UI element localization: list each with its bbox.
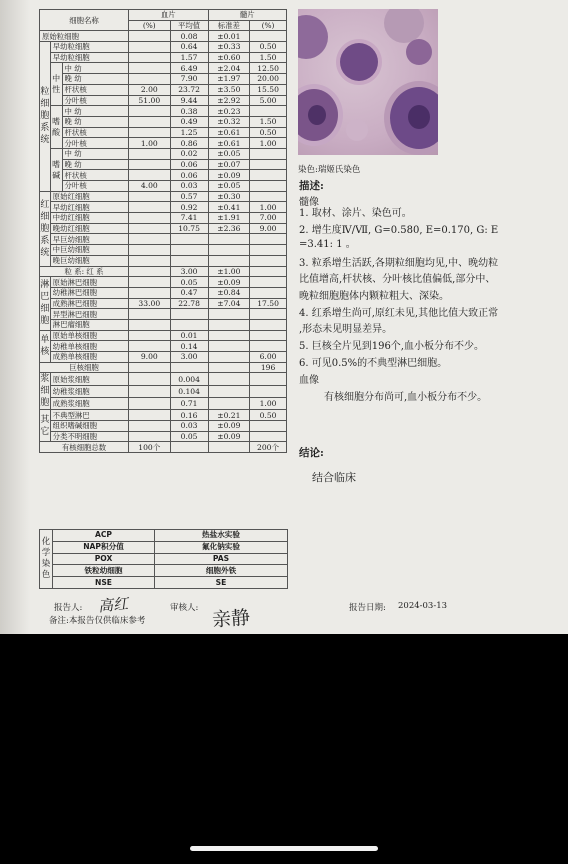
group-label: 中性 bbox=[50, 63, 62, 106]
normal-mean: 7.90 bbox=[170, 74, 208, 85]
blood-pct bbox=[129, 170, 171, 181]
desc-line: 4. 红系增生尚可,原红未见,其他比值大致正常 bbox=[299, 308, 499, 319]
normal-sd: ±0.33 bbox=[208, 42, 250, 53]
table-row bbox=[40, 277, 287, 288]
normal-mean: 0.57 bbox=[170, 191, 208, 202]
blood-pct bbox=[129, 362, 171, 373]
normal-sd bbox=[208, 245, 250, 256]
table-row bbox=[40, 127, 287, 138]
marrow-pct: 20.00 bbox=[250, 74, 287, 85]
blood-pct bbox=[129, 234, 171, 245]
table-row bbox=[40, 341, 287, 352]
cell-name: 原始单核细胞 bbox=[50, 330, 128, 341]
normal-mean: 23.72 bbox=[170, 84, 208, 95]
normal-sd: ±0.07 bbox=[208, 159, 250, 170]
normal-mean: 0.104 bbox=[170, 385, 208, 397]
chem-row bbox=[40, 565, 288, 577]
chemical-stain-table bbox=[39, 529, 288, 589]
desc-line: 1. 取材、涂片、染色可。 bbox=[299, 208, 412, 219]
cell-name: 原始浆细胞 bbox=[50, 373, 128, 385]
desc-line: 3. 粒系增生活跃,各期粒细胞均见,中、晚幼粒 bbox=[299, 258, 499, 269]
marrow-pct bbox=[250, 421, 287, 432]
cell-name: 淋巴瘤细胞 bbox=[50, 319, 128, 330]
desc-line: ,形态未见明显差异。 bbox=[299, 324, 393, 335]
group-label: 嗜碱 bbox=[50, 148, 62, 191]
chem-row bbox=[40, 541, 288, 553]
chem-row bbox=[40, 530, 288, 542]
normal-mean: 3.00 bbox=[170, 266, 208, 277]
normal-mean bbox=[170, 255, 208, 266]
group-label: 单核 bbox=[40, 330, 51, 362]
description-title: 描述: bbox=[299, 180, 324, 192]
marrow-pct: 0.50 bbox=[250, 42, 287, 53]
cell-name: 晚 幼 bbox=[62, 116, 129, 127]
marrow-pct bbox=[250, 341, 287, 352]
chem-test-name: SE bbox=[155, 577, 288, 589]
table-row bbox=[40, 42, 287, 53]
blood-pct: 2.00 bbox=[129, 84, 171, 95]
chem-test-name: NSE bbox=[53, 577, 155, 589]
marrow-pct bbox=[250, 181, 287, 192]
normal-sd: ±0.30 bbox=[208, 191, 250, 202]
cell-name: 有核细胞总数 bbox=[40, 442, 129, 453]
blood-pct bbox=[129, 148, 171, 159]
marrow-pct: 0.50 bbox=[250, 410, 287, 421]
col-header-pct: (%) bbox=[129, 20, 171, 31]
desc-line: 2. 增生度Ⅳ/Ⅶ, G=0.580, E=0.170, G: E bbox=[299, 225, 499, 236]
normal-mean: 0.38 bbox=[170, 106, 208, 117]
desc-line: 5. 巨核全片见到196个,血小板分布不少。 bbox=[299, 341, 484, 352]
blood-pct bbox=[129, 106, 171, 117]
blood-pct bbox=[129, 159, 171, 170]
marrow-pct: 1.50 bbox=[250, 52, 287, 63]
normal-sd: ±3.50 bbox=[208, 84, 250, 95]
normal-sd bbox=[208, 385, 250, 397]
marrow-pct: 6.00 bbox=[250, 352, 287, 363]
normal-sd: ±1.91 bbox=[208, 213, 250, 224]
chem-row bbox=[40, 553, 288, 565]
blood-pct bbox=[129, 116, 171, 127]
table-row bbox=[40, 95, 287, 106]
normal-mean bbox=[170, 319, 208, 330]
cell-name: 幼稚淋巴细胞 bbox=[50, 287, 128, 298]
table-row bbox=[40, 362, 287, 373]
report-date: 2024-03-13 bbox=[398, 601, 448, 611]
table-row bbox=[40, 234, 287, 245]
normal-mean bbox=[170, 309, 208, 320]
blood-pct: 51.00 bbox=[129, 95, 171, 106]
normal-mean: 0.14 bbox=[170, 341, 208, 352]
chem-test-name: 热盐水实验 bbox=[155, 530, 288, 542]
cell-name: 中巨幼细胞 bbox=[50, 245, 128, 256]
table-row bbox=[40, 442, 287, 453]
cell-name: 中 幼 bbox=[62, 63, 129, 74]
normal-mean: 0.004 bbox=[170, 373, 208, 385]
blood-pct bbox=[129, 341, 171, 352]
table-row bbox=[40, 309, 287, 320]
cell-name: 中幼红细胞 bbox=[50, 213, 128, 224]
blood-pct: 1.00 bbox=[129, 138, 171, 149]
cell-name: 杆状核 bbox=[62, 170, 129, 181]
blood-pct bbox=[129, 277, 171, 288]
normal-mean: 0.03 bbox=[170, 421, 208, 432]
blood-pct bbox=[129, 202, 171, 213]
table-row bbox=[40, 431, 287, 442]
normal-sd: ±0.41 bbox=[208, 202, 250, 213]
chem-test-name: PAS bbox=[155, 553, 288, 565]
normal-sd bbox=[208, 341, 250, 352]
normal-sd: ±2.92 bbox=[208, 95, 250, 106]
marrow-pct: 196 bbox=[250, 362, 287, 373]
normal-sd: ±7.04 bbox=[208, 298, 250, 309]
table-row bbox=[40, 287, 287, 298]
normal-mean: 0.71 bbox=[170, 398, 208, 410]
normal-mean: 0.08 bbox=[170, 31, 208, 42]
cell-name: 原始淋巴细胞 bbox=[50, 277, 128, 288]
blood-pct: 9.00 bbox=[129, 352, 171, 363]
table-row bbox=[40, 84, 287, 95]
marrow-pct: 1.00 bbox=[250, 398, 287, 410]
marrow-pct: 1.50 bbox=[250, 116, 287, 127]
normal-mean: 22.78 bbox=[170, 298, 208, 309]
table-row bbox=[40, 421, 287, 432]
blood-pct bbox=[129, 255, 171, 266]
cell-name: 成熟单核细胞 bbox=[50, 352, 128, 363]
marrow-pct: 1.00 bbox=[250, 202, 287, 213]
cell-name: 早巨幼细胞 bbox=[50, 234, 128, 245]
marrow-pct: 17.50 bbox=[250, 298, 287, 309]
marrow-pct bbox=[250, 191, 287, 202]
blood-pct bbox=[129, 74, 171, 85]
normal-sd: ±0.84 bbox=[208, 287, 250, 298]
normal-sd: ±0.05 bbox=[208, 148, 250, 159]
cell-name: 杆状核 bbox=[62, 84, 129, 95]
table-row bbox=[40, 330, 287, 341]
normal-mean: 0.06 bbox=[170, 170, 208, 181]
cell-name: 晚 幼 bbox=[62, 74, 129, 85]
blood-pct bbox=[129, 431, 171, 442]
normal-sd: ±2.36 bbox=[208, 223, 250, 234]
table-row bbox=[40, 266, 287, 277]
normal-mean: 0.05 bbox=[170, 277, 208, 288]
normal-mean bbox=[170, 245, 208, 256]
blood-pct bbox=[129, 287, 171, 298]
marrow-pct bbox=[250, 234, 287, 245]
marrow-pct: 7.00 bbox=[250, 213, 287, 224]
blood-pct bbox=[129, 266, 171, 277]
chem-test-name: POX bbox=[53, 553, 155, 565]
blood-pct bbox=[129, 191, 171, 202]
marrow-pct bbox=[250, 385, 287, 397]
marrow-pct bbox=[250, 31, 287, 42]
marrow-pct: 200个 bbox=[250, 442, 287, 453]
cell-name: 杆状核 bbox=[62, 127, 129, 138]
cell-name: 成熟浆细胞 bbox=[50, 398, 128, 410]
normal-sd bbox=[208, 319, 250, 330]
normal-mean: 3.00 bbox=[170, 352, 208, 363]
blood-pct bbox=[129, 330, 171, 341]
marrow-pct bbox=[250, 277, 287, 288]
group-label: 粒细胞系统 bbox=[40, 42, 51, 192]
group-label: 红细胞系统 bbox=[40, 191, 51, 266]
marrow-pct: 0.50 bbox=[250, 127, 287, 138]
normal-sd: ±0.05 bbox=[208, 181, 250, 192]
blood-pct bbox=[129, 223, 171, 234]
chem-test-name: ACP bbox=[53, 530, 155, 542]
marrow-pct bbox=[250, 159, 287, 170]
cell-name: 分类不明细胞 bbox=[50, 431, 128, 442]
conclusion-title: 结论: bbox=[299, 447, 324, 459]
col-header-blood: 血片 bbox=[129, 10, 209, 21]
blood-subtitle: 血像 bbox=[299, 375, 319, 386]
table-row bbox=[40, 398, 287, 410]
table-row bbox=[40, 138, 287, 149]
cell-name: 原始红细胞 bbox=[50, 191, 128, 202]
cell-name: 早幼粒细胞 bbox=[50, 52, 128, 63]
conclusion-text: 结合临床 bbox=[312, 471, 356, 484]
blood-pct: 33.00 bbox=[129, 298, 171, 309]
normal-mean: 1.25 bbox=[170, 127, 208, 138]
normal-sd bbox=[208, 442, 250, 453]
table-row bbox=[40, 63, 287, 74]
normal-mean: 1.57 bbox=[170, 52, 208, 63]
col-header-mean: 平均值 bbox=[170, 20, 208, 31]
table-row bbox=[40, 116, 287, 127]
normal-mean: 0.03 bbox=[170, 181, 208, 192]
normal-mean: 0.92 bbox=[170, 202, 208, 213]
reviewer-signature: 亲静 bbox=[211, 606, 251, 632]
normal-sd: ±2.04 bbox=[208, 63, 250, 74]
table-row bbox=[40, 213, 287, 224]
marrow-pct bbox=[250, 287, 287, 298]
normal-sd: ±0.60 bbox=[208, 52, 250, 63]
normal-sd: ±0.09 bbox=[208, 277, 250, 288]
col-header-name: 细胞名称 bbox=[40, 10, 129, 31]
table-header-row bbox=[40, 10, 287, 21]
normal-sd: ±1.97 bbox=[208, 74, 250, 85]
table-row bbox=[40, 159, 287, 170]
normal-mean bbox=[170, 362, 208, 373]
table-row bbox=[40, 31, 287, 42]
group-label: 化学染色 bbox=[40, 530, 53, 589]
normal-sd: ±0.61 bbox=[208, 138, 250, 149]
blood-pct bbox=[129, 245, 171, 256]
marrow-pct bbox=[250, 431, 287, 442]
cell-name: 早幼红细胞 bbox=[50, 202, 128, 213]
group-label: 嗜酸 bbox=[50, 106, 62, 149]
home-indicator[interactable] bbox=[190, 846, 378, 851]
table-row bbox=[40, 191, 287, 202]
cell-name: 晚幼红细胞 bbox=[50, 223, 128, 234]
normal-mean: 0.01 bbox=[170, 330, 208, 341]
blood-pct bbox=[129, 63, 171, 74]
table-row bbox=[40, 298, 287, 309]
normal-sd bbox=[208, 352, 250, 363]
col-header-marrow: 髓片 bbox=[208, 10, 286, 21]
normal-sd: ±0.09 bbox=[208, 421, 250, 432]
table-row bbox=[40, 181, 287, 192]
group-label: 浆细胞 bbox=[40, 374, 50, 409]
marrow-pct bbox=[250, 330, 287, 341]
cell-name: 早幼粒细胞 bbox=[50, 42, 128, 53]
marrow-subtitle: 髓像 bbox=[299, 197, 319, 208]
desc-line: 6. 可见0.5%的不典型淋巴细胞。 bbox=[299, 358, 448, 369]
marrow-pct: 5.00 bbox=[250, 95, 287, 106]
normal-sd: ±0.32 bbox=[208, 116, 250, 127]
table-row bbox=[40, 385, 287, 397]
normal-mean: 0.06 bbox=[170, 159, 208, 170]
normal-sd: ±0.21 bbox=[208, 410, 250, 421]
normal-sd bbox=[208, 373, 250, 385]
blood-pct bbox=[129, 213, 171, 224]
cell-name: 成熟淋巴细胞 bbox=[50, 298, 128, 309]
cell-name: 异型淋巴细胞 bbox=[50, 309, 128, 320]
stain-method: 染色:瑞姬氏染色 bbox=[298, 165, 361, 175]
blood-pct bbox=[129, 373, 171, 385]
table-row bbox=[40, 255, 287, 266]
desc-line: 晚粒细胞胞体内颗粒粗大、深染。 bbox=[299, 291, 449, 302]
reviewer-label: 审核人: bbox=[170, 603, 199, 613]
group-label: 其它 bbox=[40, 410, 51, 442]
marrow-pct: 15.50 bbox=[250, 84, 287, 95]
chem-test-name: 细胞外铁 bbox=[155, 565, 288, 577]
marrow-pct: 9.00 bbox=[250, 223, 287, 234]
cell-name: 晚 幼 bbox=[62, 159, 129, 170]
normal-sd bbox=[208, 255, 250, 266]
normal-sd: ±0.01 bbox=[208, 31, 250, 42]
cell-name: 中 幼 bbox=[62, 148, 129, 159]
blood-pct bbox=[129, 319, 171, 330]
marrow-pct bbox=[250, 148, 287, 159]
marrow-pct bbox=[250, 373, 287, 385]
normal-sd bbox=[208, 309, 250, 320]
blood-pct bbox=[129, 410, 171, 421]
normal-sd bbox=[208, 398, 250, 410]
table-row bbox=[40, 52, 287, 63]
blood-description: 有核细胞分布尚可,血小板分布不少。 bbox=[324, 392, 488, 403]
normal-mean: 0.16 bbox=[170, 410, 208, 421]
reporter-label: 报告人: bbox=[54, 603, 83, 613]
blood-pct bbox=[129, 421, 171, 432]
blood-pct bbox=[129, 385, 171, 397]
marrow-pct bbox=[250, 266, 287, 277]
normal-mean bbox=[170, 234, 208, 245]
normal-mean: 0.02 bbox=[170, 148, 208, 159]
normal-mean: 0.05 bbox=[170, 431, 208, 442]
table-row bbox=[40, 373, 287, 385]
blood-pct: 100个 bbox=[129, 442, 171, 453]
normal-mean bbox=[170, 442, 208, 453]
desc-line: 比值增高,杆状核、分叶核比值偏低,部分中、 bbox=[299, 274, 496, 285]
cell-name: 分叶核 bbox=[62, 95, 129, 106]
blood-pct bbox=[129, 42, 171, 53]
cell-name: 巨核细胞 bbox=[40, 362, 129, 373]
blood-pct bbox=[129, 398, 171, 410]
normal-sd: ±0.61 bbox=[208, 127, 250, 138]
bone-marrow-micrograph bbox=[298, 9, 438, 155]
normal-mean: 0.64 bbox=[170, 42, 208, 53]
chem-test-name: NAP积分值 bbox=[53, 541, 155, 553]
chem-row bbox=[40, 577, 288, 589]
table-row bbox=[40, 223, 287, 234]
col-header-sd: 标准差 bbox=[208, 20, 250, 31]
table-row bbox=[40, 352, 287, 363]
normal-mean: 10.75 bbox=[170, 223, 208, 234]
reporter-signature: 高红 bbox=[97, 594, 129, 616]
normal-mean: 0.49 bbox=[170, 116, 208, 127]
cell-name: 中 幼 bbox=[62, 106, 129, 117]
cell-name: 粒 系: 红 系 bbox=[40, 266, 129, 277]
cell-name: 幼稚浆细胞 bbox=[50, 385, 128, 397]
table-row bbox=[40, 202, 287, 213]
normal-mean: 0.47 bbox=[170, 287, 208, 298]
marrow-pct bbox=[250, 309, 287, 320]
normal-mean: 7.41 bbox=[170, 213, 208, 224]
blood-pct: 4.00 bbox=[129, 181, 171, 192]
blood-pct bbox=[129, 31, 171, 42]
disclaimer-note: 备注:本报告仅供临床参考 bbox=[49, 616, 146, 626]
chem-test-name: 氟化钠实验 bbox=[155, 541, 288, 553]
desc-line: =3.41: 1 。 bbox=[299, 239, 356, 250]
cell-name: 原始粒细胞 bbox=[40, 31, 129, 42]
marrow-pct bbox=[250, 255, 287, 266]
cell-count-table bbox=[39, 9, 287, 453]
table-row bbox=[40, 106, 287, 117]
table-row bbox=[40, 148, 287, 159]
blood-pct bbox=[129, 127, 171, 138]
cell-name: 组织嗜碱细胞 bbox=[50, 421, 128, 432]
normal-sd: ±0.09 bbox=[208, 170, 250, 181]
normal-mean: 6.49 bbox=[170, 63, 208, 74]
marrow-pct bbox=[250, 319, 287, 330]
blood-pct bbox=[129, 52, 171, 63]
cell-name: 分叶核 bbox=[62, 181, 129, 192]
normal-sd: ±0.09 bbox=[208, 431, 250, 442]
table-row bbox=[40, 319, 287, 330]
table-row bbox=[40, 74, 287, 85]
normal-mean: 0.86 bbox=[170, 138, 208, 149]
cell-name: 分叶核 bbox=[62, 138, 129, 149]
col-header-marrow-pct: (%) bbox=[250, 20, 287, 31]
marrow-pct bbox=[250, 170, 287, 181]
cell-name: 幼稚单核细胞 bbox=[50, 341, 128, 352]
normal-sd: ±0.23 bbox=[208, 106, 250, 117]
normal-sd bbox=[208, 330, 250, 341]
group-label: 淋巴细胞 bbox=[40, 277, 51, 330]
marrow-pct bbox=[250, 106, 287, 117]
table-row bbox=[40, 245, 287, 256]
cell-name: 不典型淋巴 bbox=[50, 410, 128, 421]
marrow-pct: 1.00 bbox=[250, 138, 287, 149]
table-row bbox=[40, 410, 287, 421]
cell-name: 晚巨幼细胞 bbox=[50, 255, 128, 266]
marrow-pct: 12.50 bbox=[250, 63, 287, 74]
report-date-label: 报告日期: bbox=[349, 603, 386, 613]
table-row bbox=[40, 170, 287, 181]
blood-pct bbox=[129, 309, 171, 320]
normal-sd bbox=[208, 234, 250, 245]
normal-sd bbox=[208, 362, 250, 373]
chem-test-name: 铁粒幼细胞 bbox=[53, 565, 155, 577]
normal-sd: ±1.00 bbox=[208, 266, 250, 277]
marrow-pct bbox=[250, 245, 287, 256]
normal-mean: 9.44 bbox=[170, 95, 208, 106]
